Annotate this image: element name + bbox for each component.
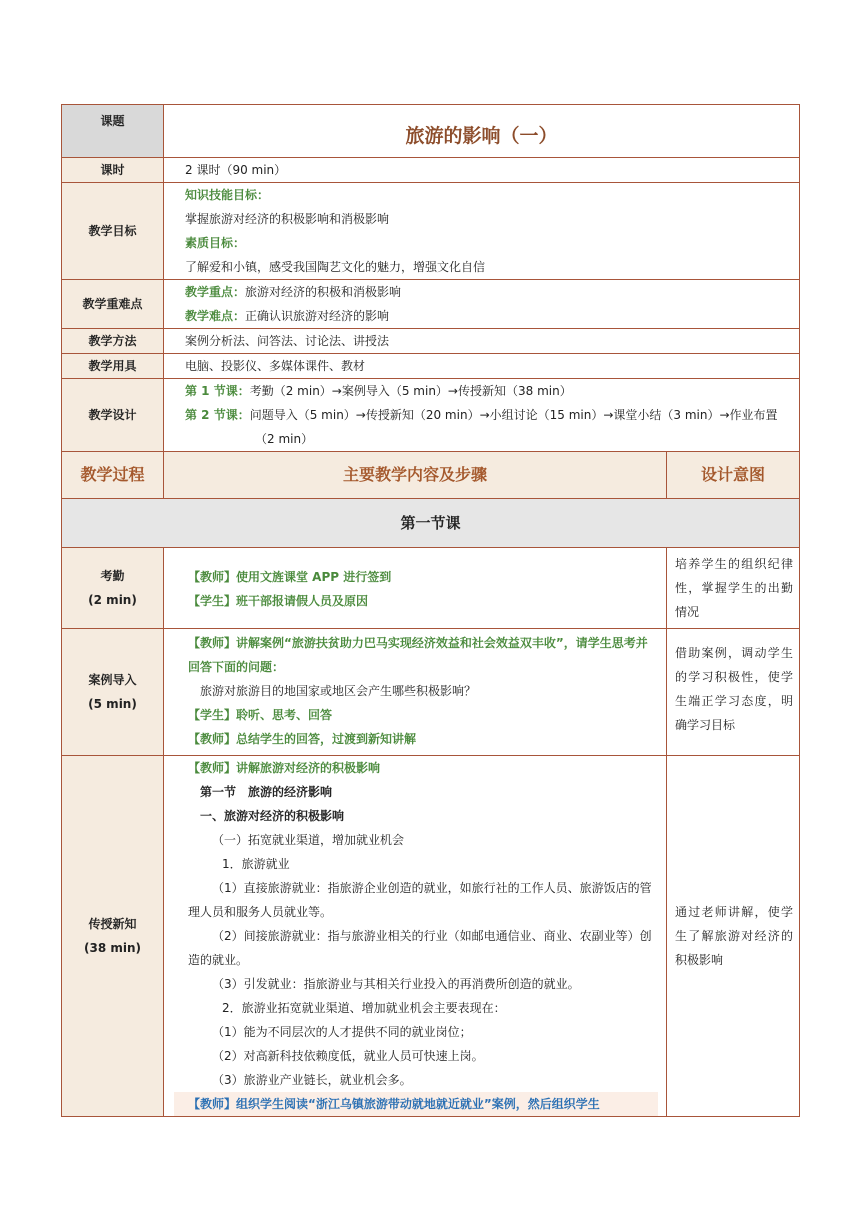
tools-row [62,354,800,379]
teach-line-6: （1）直接旅游就业：指旅游企业创造的就业，如旅行社的工作人员、旅游饭店的管理人员和服务人员就业等。 [188,881,652,919]
teach-label: 传授新知 [88,917,137,931]
attendance-student: 【学生】班干部报请假人员及原因 [188,594,369,608]
quality-goal-text: 了解爱和小镇，感受我国陶艺文化的魅力，增强文化自信 [185,260,486,274]
tools-value: 电脑、投影仪、多媒体课件、教材 [164,354,800,379]
period-value: 2 课时（90 min） [164,158,800,183]
header-process: 教学过程 [62,452,164,499]
case-question: 旅游对旅游目的地国家或地区会产生哪些积极影响？ [200,684,477,698]
teach-line-1: 【教师】讲解旅游对经济的积极影响 [188,761,381,775]
difficult-point-title: 教学难点： [185,309,246,323]
case-summary-line: 【教师】总结学生的回答，过渡到新知讲解 [188,732,417,746]
subject-row [62,105,800,158]
column-header-row [62,452,800,499]
attendance-time: (2 min) [88,593,137,607]
lesson-title: 旅游的影响（一） [164,105,800,158]
teach-line-5: 1．旅游就业 [222,857,290,871]
subject-label: 课题 [62,105,164,158]
design-2-text: 问题导入（5 min）→传授新知（20 min）→小组讨论（15 min）→课堂小结（3 min）→作业布置（2 min） [249,408,778,446]
knowledge-goal-text: 掌握旅游对经济的积极影响和消极影响 [185,212,390,226]
goal-row [62,183,800,280]
period-row [62,158,800,183]
attendance-intent: 培养学生的组织纪律性，掌握学生的出勤情况 [667,548,800,629]
knowledge-goal-title: 知识技能目标： [185,188,270,202]
teach-time: (38 min) [83,941,141,955]
teach-intent: 通过老师讲解，使学生了解旅游对经济的积极影响 [667,756,800,1117]
teach-line-11: （2）对高新科技依赖度低，就业人员可快速上岗。 [212,1049,484,1063]
design-1-title: 第 1 节课： [185,384,250,398]
difficult-point-text: 正确认识旅游对经济的影响 [245,309,390,323]
teach-line-12: （3）旅游业产业链长，就业机会多。 [212,1073,412,1087]
header-intent: 设计意图 [667,452,800,499]
teach-row [62,756,800,1117]
teach-line-13: 【教师】组织学生阅读“浙江乌镇旅游带动就地就近就业”案例，然后组织学生 [174,1092,658,1116]
tools-label: 教学用具 [62,354,164,379]
case-row [62,629,800,756]
case-intent: 借助案例，调动学生的学习积极性，使学生端正学习态度，明确学习目标 [667,629,800,756]
teach-line-3: 一、旅游对经济的积极影响 [200,809,345,823]
design-row [62,379,800,452]
teach-line-9: 2．旅游业拓宽就业渠道、增加就业机会主要表现在： [222,1001,506,1015]
teach-line-10: （1）能为不同层次的人才提供不同的就业岗位； [212,1025,472,1039]
period-label: 课时 [62,158,164,183]
case-time: (5 min) [88,697,137,711]
key-row [62,280,800,329]
key-label: 教学重难点 [62,280,164,329]
teach-line-4: （一）拓宽就业渠道，增加就业机会 [212,833,405,847]
attendance-teacher: 【教师】使用文旌课堂 APP 进行签到 [188,570,392,584]
goal-label: 教学目标 [62,183,164,280]
method-row [62,329,800,354]
case-student-line: 【学生】聆听、思考、回答 [188,708,333,722]
design-label: 教学设计 [62,379,164,452]
quality-goal-title: 素质目标： [185,236,246,250]
method-label: 教学方法 [62,329,164,354]
attendance-label: 考勤 [100,569,125,583]
design-2-title: 第 2 节课： [185,408,250,422]
teach-line-2: 第一节 旅游的经济影响 [200,785,333,799]
case-teacher-line: 【教师】讲解案例“旅游扶贫助力巴马实现经济效益和社会效益双丰收”，请学生思考并回答下面的问题： [188,636,648,674]
design-1-text: 考勤（2 min）→案例导入（5 min）→传授新知（38 min） [249,384,572,398]
header-content: 主要教学内容及步骤 [164,452,667,499]
lesson-plan-table [61,104,800,1117]
method-value: 案例分析法、问答法、讨论法、讲授法 [164,329,800,354]
section-row [62,499,800,548]
attendance-row [62,548,800,629]
section-title: 第一节课 [62,499,800,548]
case-label: 案例导入 [88,673,137,687]
teach-line-8: （3）引发就业：指旅游业与其相关行业投入的再消费所创造的就业。 [212,977,580,991]
key-point-text: 旅游对经济的积极和消极影响 [245,285,402,299]
key-point-title: 教学重点： [185,285,246,299]
teach-line-7: （2）间接旅游就业：指与旅游业相关的行业（如邮电通信业、商业、农副业等）创造的就业。 [188,929,652,967]
lesson-plan-sheet [61,104,799,1117]
